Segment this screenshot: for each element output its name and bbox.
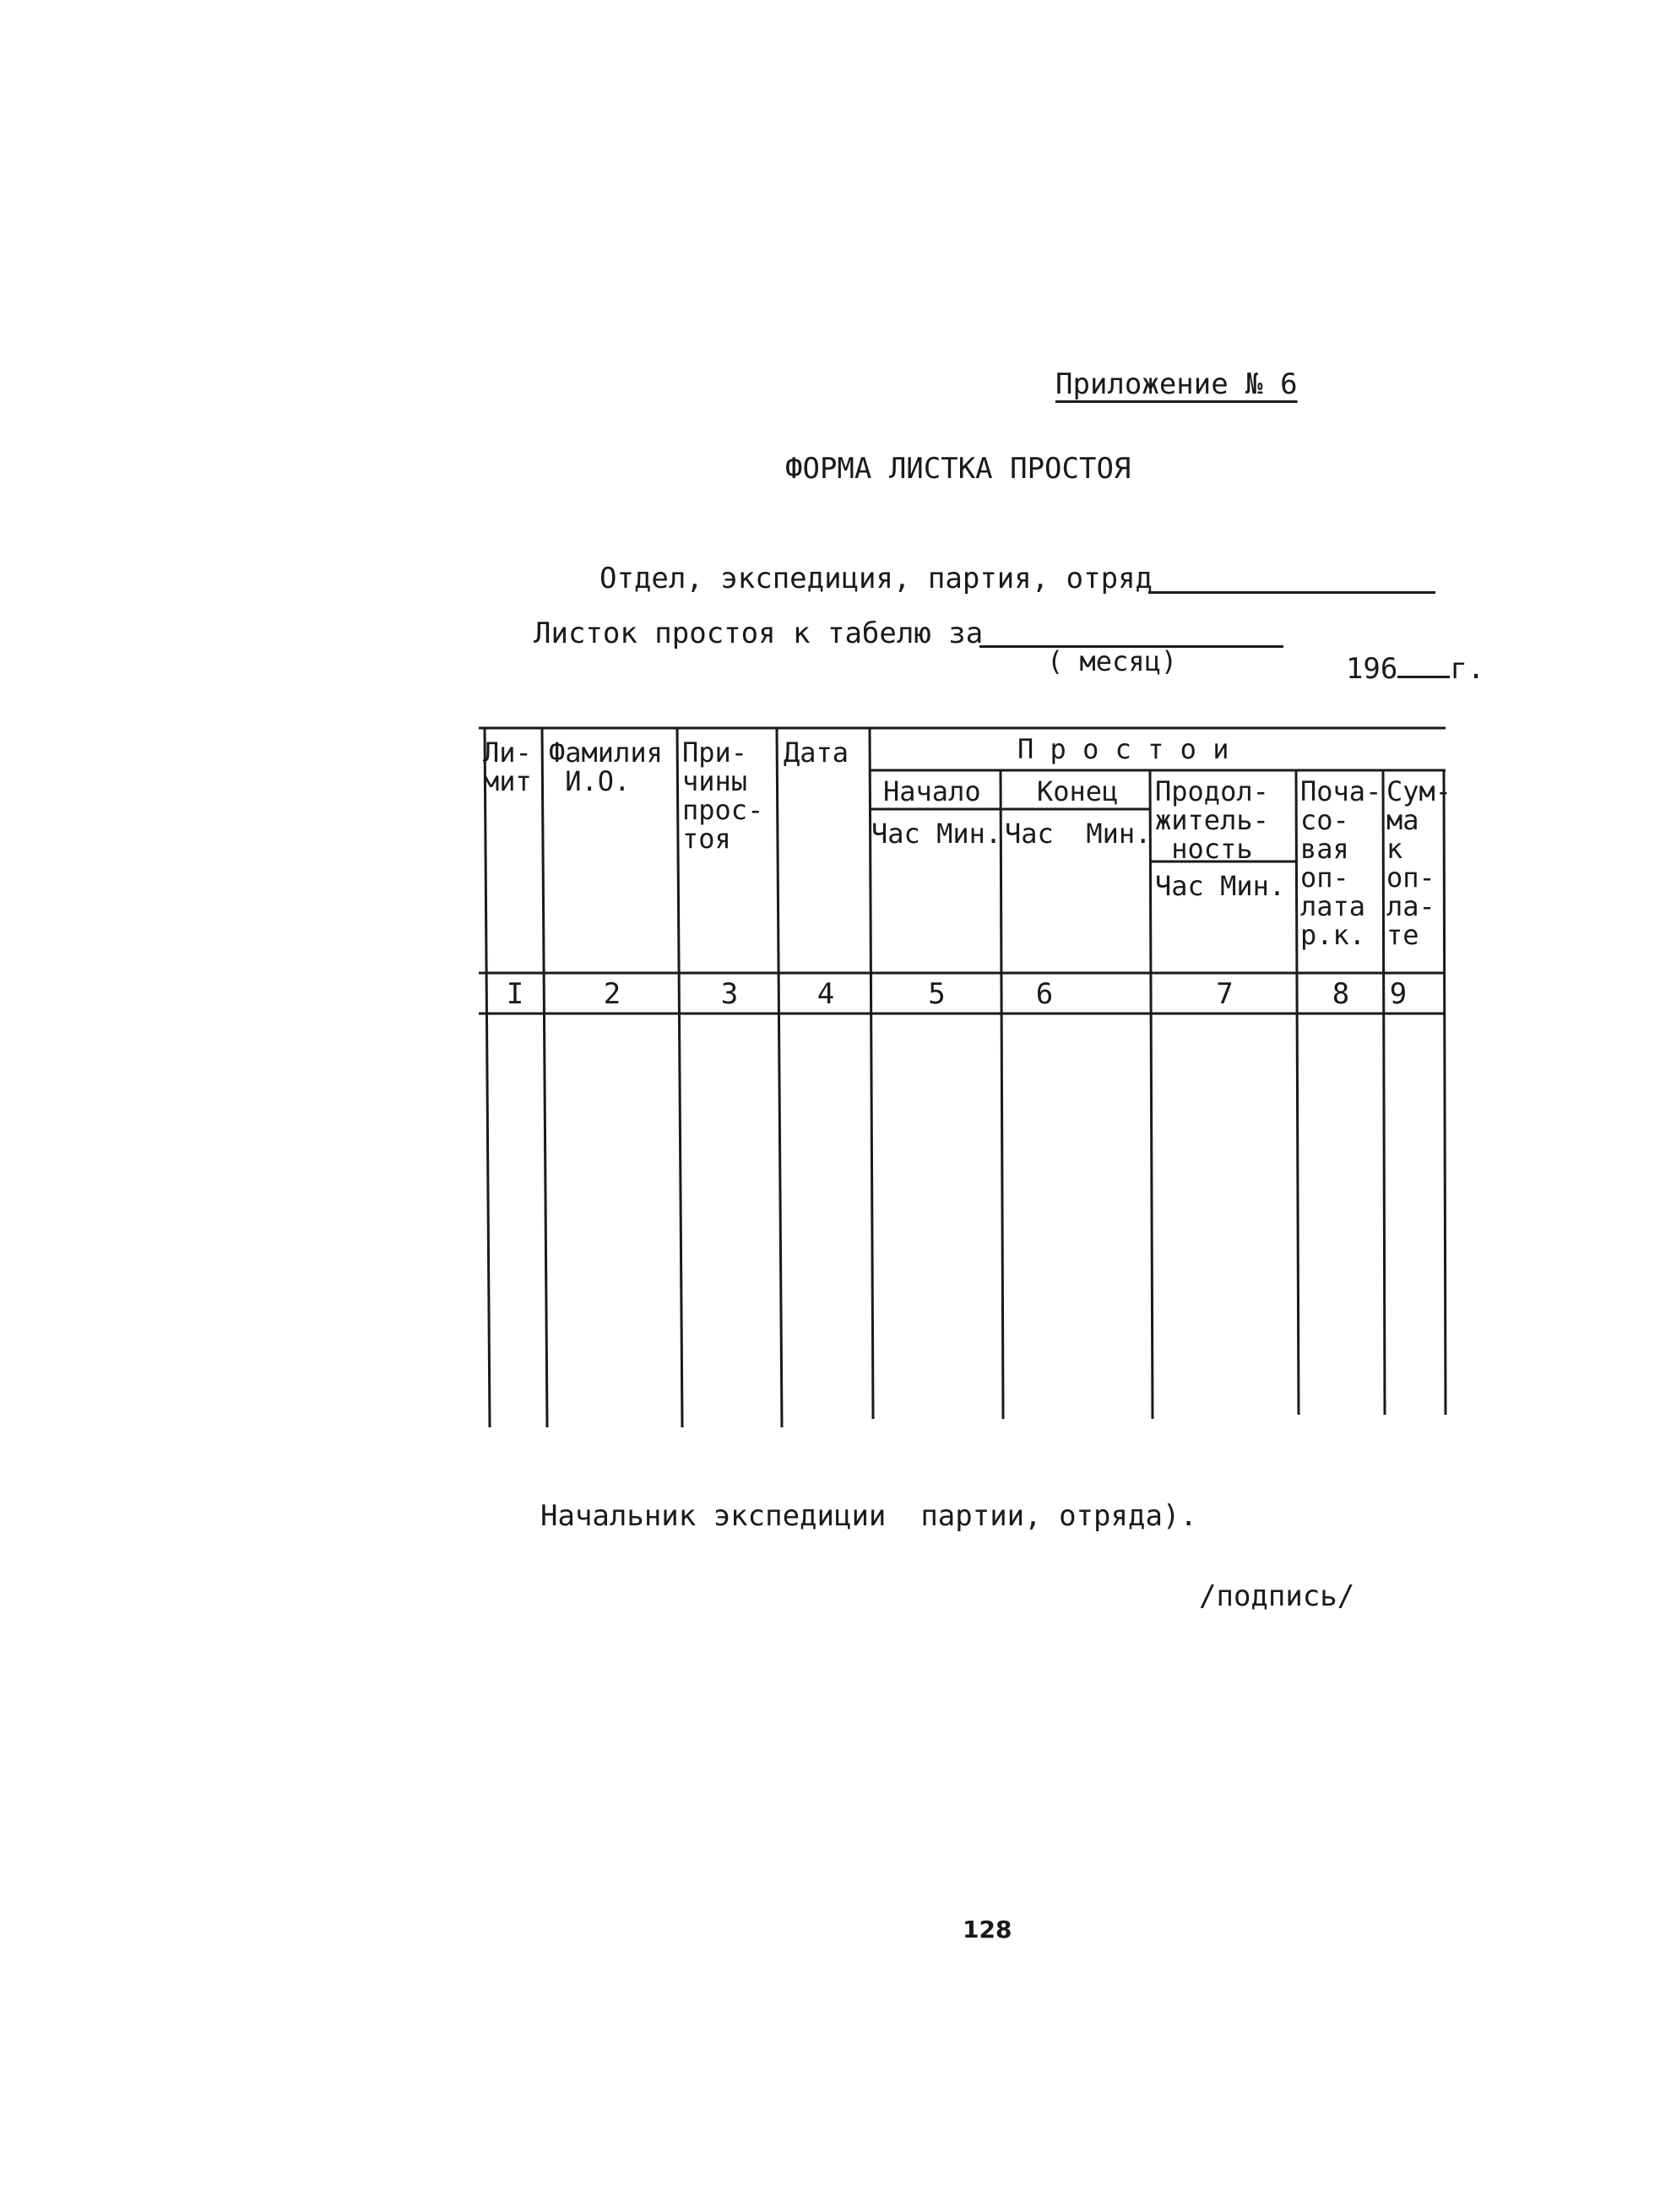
column-sum-header: Сум- ма к оп- ла- те <box>1386 775 1452 951</box>
column-number-3: 3 <box>720 977 739 1011</box>
column-name-header: Фамилия И.О. <box>549 736 663 797</box>
column-number-7: 7 <box>1216 977 1234 1011</box>
column-duration-units: Час Мин. <box>1155 870 1286 902</box>
appendix-label: Приложение № 6 <box>1055 367 1298 401</box>
column-number-8: 8 <box>1332 977 1350 1011</box>
chief-signature-label: Начальник экспедиции партии, отряда). <box>540 1499 1197 1533</box>
sheet-label: Листок простоя к табелю за <box>534 617 984 650</box>
column-end-units: Час Мин. <box>1005 818 1152 850</box>
column-start-header: Начало <box>883 775 981 807</box>
signature-label: /подпись/ <box>1199 1579 1355 1613</box>
column-hourly-pay-header: Поча- со- вая оп- лата р.к. <box>1300 775 1382 951</box>
column-reasons-header: При- чины прос- тоя <box>682 736 764 855</box>
column-start-units: Час Мин. <box>871 818 1002 850</box>
form-title: ФОРМА ЛИСТКА ПРОСТОЯ <box>785 452 1131 486</box>
column-number-4: 4 <box>816 977 835 1011</box>
department-label: Отдел, экспедиция, партия, отряд <box>599 562 1153 595</box>
column-end-header: Конец <box>1037 775 1119 807</box>
year-prefix: 196 <box>1345 652 1398 686</box>
column-number-6: 6 <box>1035 977 1054 1011</box>
month-hint: ( месяц) <box>1047 645 1178 677</box>
downtime-group-header: П р о с т о и <box>1017 733 1229 765</box>
column-number-5: 5 <box>928 977 946 1011</box>
column-number-1: I <box>506 977 524 1011</box>
page-number: 128 <box>963 1916 1012 1943</box>
year-suffix: г. <box>1450 652 1485 686</box>
column-duration-header: Продол- житель- ность <box>1155 775 1269 865</box>
column-number-9: 9 <box>1389 977 1408 1011</box>
column-date-header: Дата <box>784 736 849 769</box>
column-number-2: 2 <box>603 977 621 1011</box>
column-limit-header: Ли- мит <box>483 736 532 797</box>
